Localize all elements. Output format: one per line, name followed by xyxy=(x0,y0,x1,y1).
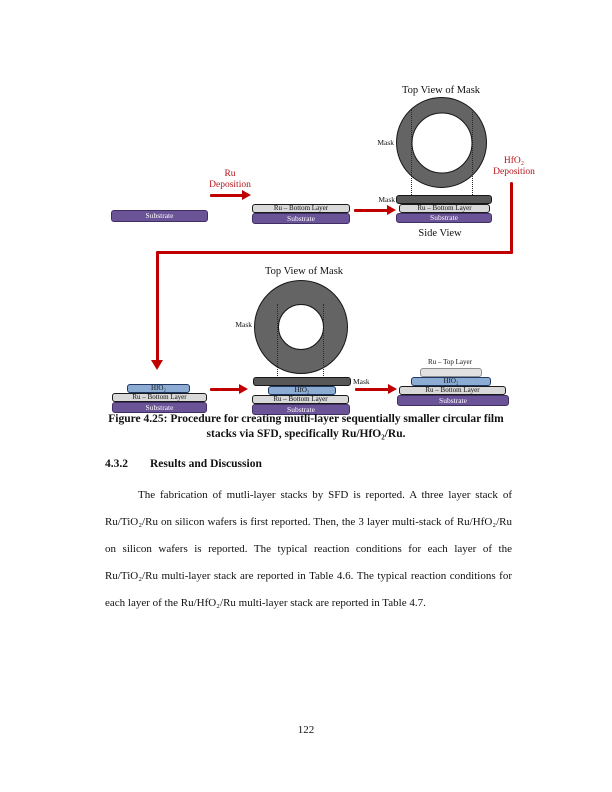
ru-deposition-line2: Deposition xyxy=(209,180,251,190)
page-number: 122 xyxy=(297,724,315,736)
hfo2-layer-bar: HfO₂ xyxy=(411,377,491,386)
arrow-right-icon xyxy=(210,384,248,395)
arrow-head xyxy=(388,384,397,394)
hfo2-deposition-line2: Deposition xyxy=(493,167,535,177)
substrate-bar: Substrate xyxy=(252,213,350,224)
hfo2-layer-bar: HfO₂ xyxy=(127,384,190,393)
substrate-bar: Substrate xyxy=(252,404,350,415)
ru-bottom-layer-bar: Ru – Bottom Layer xyxy=(399,386,506,395)
alignment-dotted-line xyxy=(411,110,412,195)
substrate-bar: Substrate xyxy=(111,210,208,222)
side-view-label: Side View xyxy=(418,228,462,239)
mask-top-view-icon xyxy=(396,97,487,188)
arrow-right-icon xyxy=(210,190,251,201)
arrow-head-down xyxy=(151,360,163,370)
connector-line-vertical xyxy=(510,182,513,254)
mask-label: Mask xyxy=(377,138,394,147)
arrow-head xyxy=(242,190,251,200)
substrate-bar: Substrate xyxy=(112,402,207,413)
arrow-shaft xyxy=(354,209,388,212)
mask-top-view-icon xyxy=(254,280,348,374)
alignment-dotted-line xyxy=(472,110,473,195)
alignment-dotted-line xyxy=(277,304,278,378)
mask-label: Mask xyxy=(353,377,370,386)
section-title: Results and Discussion xyxy=(150,458,262,470)
section-heading xyxy=(105,458,262,470)
ru-bottom-layer-bar: Ru – Bottom Layer xyxy=(112,393,207,402)
ru-top-layer-label: Ru – Top Layer xyxy=(428,358,472,366)
ru-deposition-line1: Ru xyxy=(224,169,236,179)
arrow-shaft xyxy=(210,194,243,197)
ru-bottom-layer-bar: Ru – Bottom Layer xyxy=(252,204,350,213)
arrow-head xyxy=(387,205,396,215)
mask-bar xyxy=(396,195,492,204)
arrow-shaft xyxy=(355,388,389,391)
substrate-bar: Substrate xyxy=(397,395,509,406)
arrow-head xyxy=(239,384,248,394)
connector-line-horizontal xyxy=(156,251,513,254)
hfo2-deposition-line1: HfO₂ xyxy=(503,156,525,166)
substrate-bar: Substrate xyxy=(396,213,492,223)
arrow-right-icon xyxy=(354,205,396,216)
mask-aperture xyxy=(411,112,472,173)
mask-label: Mask xyxy=(378,195,395,204)
section-number: 4.3.2 xyxy=(105,458,128,470)
ru-top-layer-bar xyxy=(420,368,482,377)
figure-caption xyxy=(0,412,612,441)
mask-aperture xyxy=(278,304,324,350)
mask-bar xyxy=(253,377,351,386)
mask-label: Mask xyxy=(235,320,252,329)
body-paragraph: The fabrication of mutli-layer stacks by SFD is reported. A three layer stack of Ru/TiO₂/Ru on silicon wafers is first reported. Then, the 3 layer multi-stack of Ru/HfO₂/Ru on silicon wafers is reported. The typical reaction conditions for each layer of the Ru/TiO₂/Ru multi-layer stack are reported in Table 4.6. The typical reaction conditions for each layer of the Ru/HfO₂/Ru multi-layer stack are reported in Table 4.7. xyxy=(105,489,512,609)
ru-bottom-layer-bar: Ru – Bottom Layer xyxy=(252,395,349,404)
figure-caption-line1: Figure 4.25: Procedure for creating mutli-layer sequentially smaller circular film xyxy=(108,413,504,425)
figure-caption-line2: stacks via SFD, specifically Ru/HfO₂/Ru. xyxy=(206,427,406,440)
alignment-dotted-line xyxy=(323,304,324,378)
hfo2-deposition-label xyxy=(482,156,546,178)
arrow-shaft xyxy=(210,388,240,391)
top-view-title: Top View of Mask xyxy=(264,266,344,277)
connector-line-vertical xyxy=(156,251,159,361)
hfo2-layer-bar: HfO₂ xyxy=(268,386,336,395)
ru-deposition-label xyxy=(196,169,264,191)
arrow-right-icon xyxy=(355,384,397,395)
ru-bottom-layer-bar: Ru – Bottom Layer xyxy=(399,204,490,213)
top-view-title: Top View of Mask xyxy=(401,85,481,96)
